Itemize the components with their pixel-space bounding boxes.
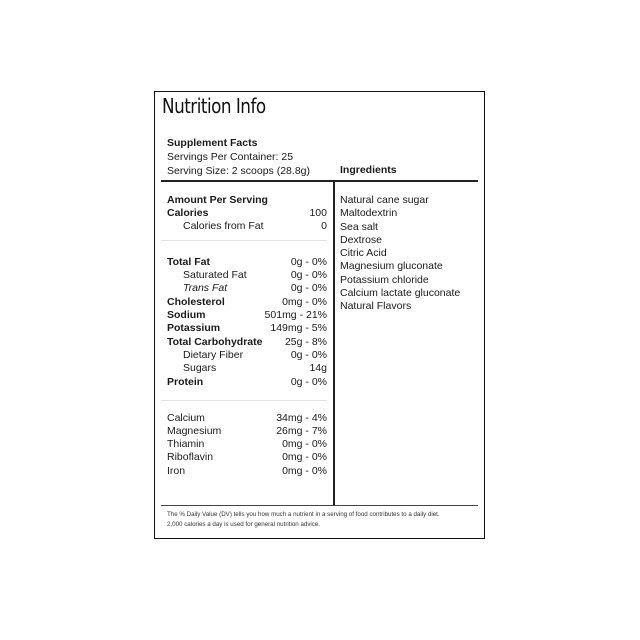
mineral-row-riboflavin <box>167 451 327 464</box>
nutrient-value: 0g - 0% <box>290 349 327 361</box>
footer-divider <box>161 505 478 506</box>
calories-from-fat-value: 0 <box>321 220 327 232</box>
footnote-line: 2,000 calories a day is used for general nutrition advice. <box>167 520 321 528</box>
mineral-label: Iron <box>167 465 186 477</box>
section-divider <box>161 240 327 241</box>
column-divider <box>333 181 335 505</box>
footnote-line: The % Daily Value (DV) tells you how much a nutrient in a serving of food contributes to a daily diet. <box>167 511 440 518</box>
nutrient-label: Sodium <box>167 309 206 321</box>
nutrient-row-total-fat <box>167 256 327 269</box>
nutrient-value: 25g - 8% <box>284 336 327 348</box>
nutrient-row-protein <box>167 376 327 389</box>
nutrient-label: Total Fat <box>167 256 210 268</box>
nutrient-label: Cholesterol <box>167 296 225 308</box>
mineral-row-magnesium <box>167 425 327 438</box>
header-divider <box>161 180 478 182</box>
nutrient-row-sugars <box>167 362 327 375</box>
nutrient-label: Protein <box>167 376 204 388</box>
ingredient-item: Potassium chloride <box>340 273 429 286</box>
nutrient-value: 0g - 0% <box>290 256 327 268</box>
nutrient-label: Potassium <box>167 322 221 334</box>
nutrient-value: 0g - 0% <box>290 269 327 281</box>
nutrient-label: Dietary Fiber <box>183 349 244 361</box>
nutrient-row-potassium <box>167 322 327 335</box>
calories-from-fat-row <box>167 220 327 233</box>
nutrient-value: 0mg - 0% <box>282 296 327 308</box>
mineral-row-iron <box>167 465 327 478</box>
mineral-value: 0mg - 0% <box>282 438 327 450</box>
nutrient-value: 14g <box>309 362 327 374</box>
daily-value-footnote <box>167 510 479 529</box>
nutrient-row-saturated-fat <box>167 269 327 282</box>
nutrient-value: 0g - 0% <box>290 282 327 294</box>
ingredient-item: Sea salt <box>340 220 378 233</box>
nutrient-value: 0g - 0% <box>290 376 327 388</box>
ingredients-heading: Ingredients <box>340 164 397 176</box>
mineral-value: 34mg - 4% <box>276 412 327 424</box>
supplement-facts-heading: Supplement Facts <box>167 137 258 149</box>
nutrient-label: Sugars <box>183 362 217 374</box>
mineral-value: 0mg - 0% <box>282 451 327 463</box>
page-title: Nutrition Info <box>162 94 266 118</box>
mineral-value: 26mg - 7% <box>276 425 327 437</box>
nutrient-label: Saturated Fat <box>183 269 247 281</box>
amount-per-serving <box>167 194 327 207</box>
nutrient-row-total-carbohydrate <box>167 336 327 349</box>
ingredient-item: Magnesium gluconate <box>340 260 443 273</box>
mineral-label: Riboflavin <box>167 451 214 463</box>
ingredient-item: Natural cane sugar <box>340 194 429 206</box>
nutrient-row-trans-fat <box>167 282 327 295</box>
mineral-row-calcium <box>167 412 327 425</box>
section-divider <box>161 400 327 401</box>
nutrient-label: Trans Fat <box>183 282 228 294</box>
calories-label: Calories <box>167 207 209 219</box>
nutrient-value: 149mg - 5% <box>270 322 327 334</box>
ingredient-item: Citric Acid <box>340 247 387 260</box>
mineral-row-thiamin <box>167 438 327 451</box>
nutrient-row-sodium <box>167 309 327 322</box>
mineral-value: 0mg - 0% <box>282 465 327 477</box>
amount-per-serving-label: Amount Per Serving <box>167 194 268 206</box>
mineral-label: Magnesium <box>167 425 222 437</box>
ingredients-list <box>340 194 460 314</box>
ingredient-item: Natural Flavors <box>340 300 412 313</box>
ingredient-item: Maltodextrin <box>340 207 398 220</box>
nutrient-label: Total Carbohydrate <box>167 336 263 348</box>
nutrient-row-cholesterol <box>167 296 327 309</box>
mineral-label: Calcium <box>167 412 205 424</box>
ingredient-item: Calcium lactate gluconate <box>340 287 461 300</box>
calories-value: 100 <box>309 207 327 219</box>
nutrition-panel <box>154 91 485 539</box>
mineral-label: Thiamin <box>167 438 205 450</box>
nutrient-row-dietary-fiber <box>167 349 327 362</box>
ingredient-item: Dextrose <box>340 233 383 246</box>
calories-row <box>167 207 327 220</box>
nutrient-value: 501mg - 21% <box>264 309 327 321</box>
servings-per-container: Servings Per Container: 25 <box>167 151 294 163</box>
serving-size: Serving Size: 2 scoops (28.8g) <box>167 165 310 177</box>
calories-from-fat-label: Calories from Fat <box>183 220 264 232</box>
